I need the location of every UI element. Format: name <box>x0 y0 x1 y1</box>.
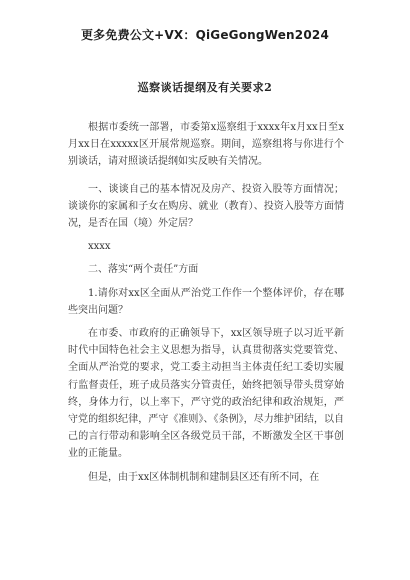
watermark-header: 更多免费公文+VX：QiGeGongWen2024 <box>80 28 329 42</box>
paragraph-section-one: 一、谈谈自己的基本情况及房产、投资入股等方面情况；谈谈你的家属和子女在购房、就业（教育）、投资入股等方面情况，是否在国（境）外定居？ <box>68 183 344 230</box>
paragraph-placeholder: xxxx <box>88 241 111 253</box>
paragraph-answer: 在市委、市政府的正确领导下，xx区领导班子以习近平新时代中国特色社会主义思想为指导，认真贯彻落实党要管党、全面从严治党的要求，党工委主动担当主体责任纪工委切实履行监督责任，班子成员落实分管责任，始终把领导带头贯穿始终，身体力行，以上率下，严守党的政治纪律和政治规矩，严守党的组织纪律，严守《准则》、《条例》，尽力维护团结，以自己的言行带动和影响全区各级党员干部，不断激发全区干事创业的正能量。 <box>68 328 344 460</box>
document-body <box>68 119 344 486</box>
paragraph-however: 但是，由于xx区体制机制和建制县区还有所不同，在 <box>88 471 320 483</box>
document-title: 巡察谈话提纲及有关要求2 <box>137 81 273 94</box>
paragraph-intro: 根据市委统一部署，市委第x巡察组于xxxx年x月xx日至x月xx日在xxxxx区开展常规巡察。期间，巡察组将与你进行个别谈话，请对照谈话提纲如实反映有关情况。 <box>68 122 344 168</box>
paragraph-section-two-heading: 二、落实“两个责任”方面 <box>88 264 199 276</box>
paragraph-question-one: 1.请你对xx区全面从严治党工作作一个整体评价，存在哪些突出问题？ <box>68 287 344 316</box>
